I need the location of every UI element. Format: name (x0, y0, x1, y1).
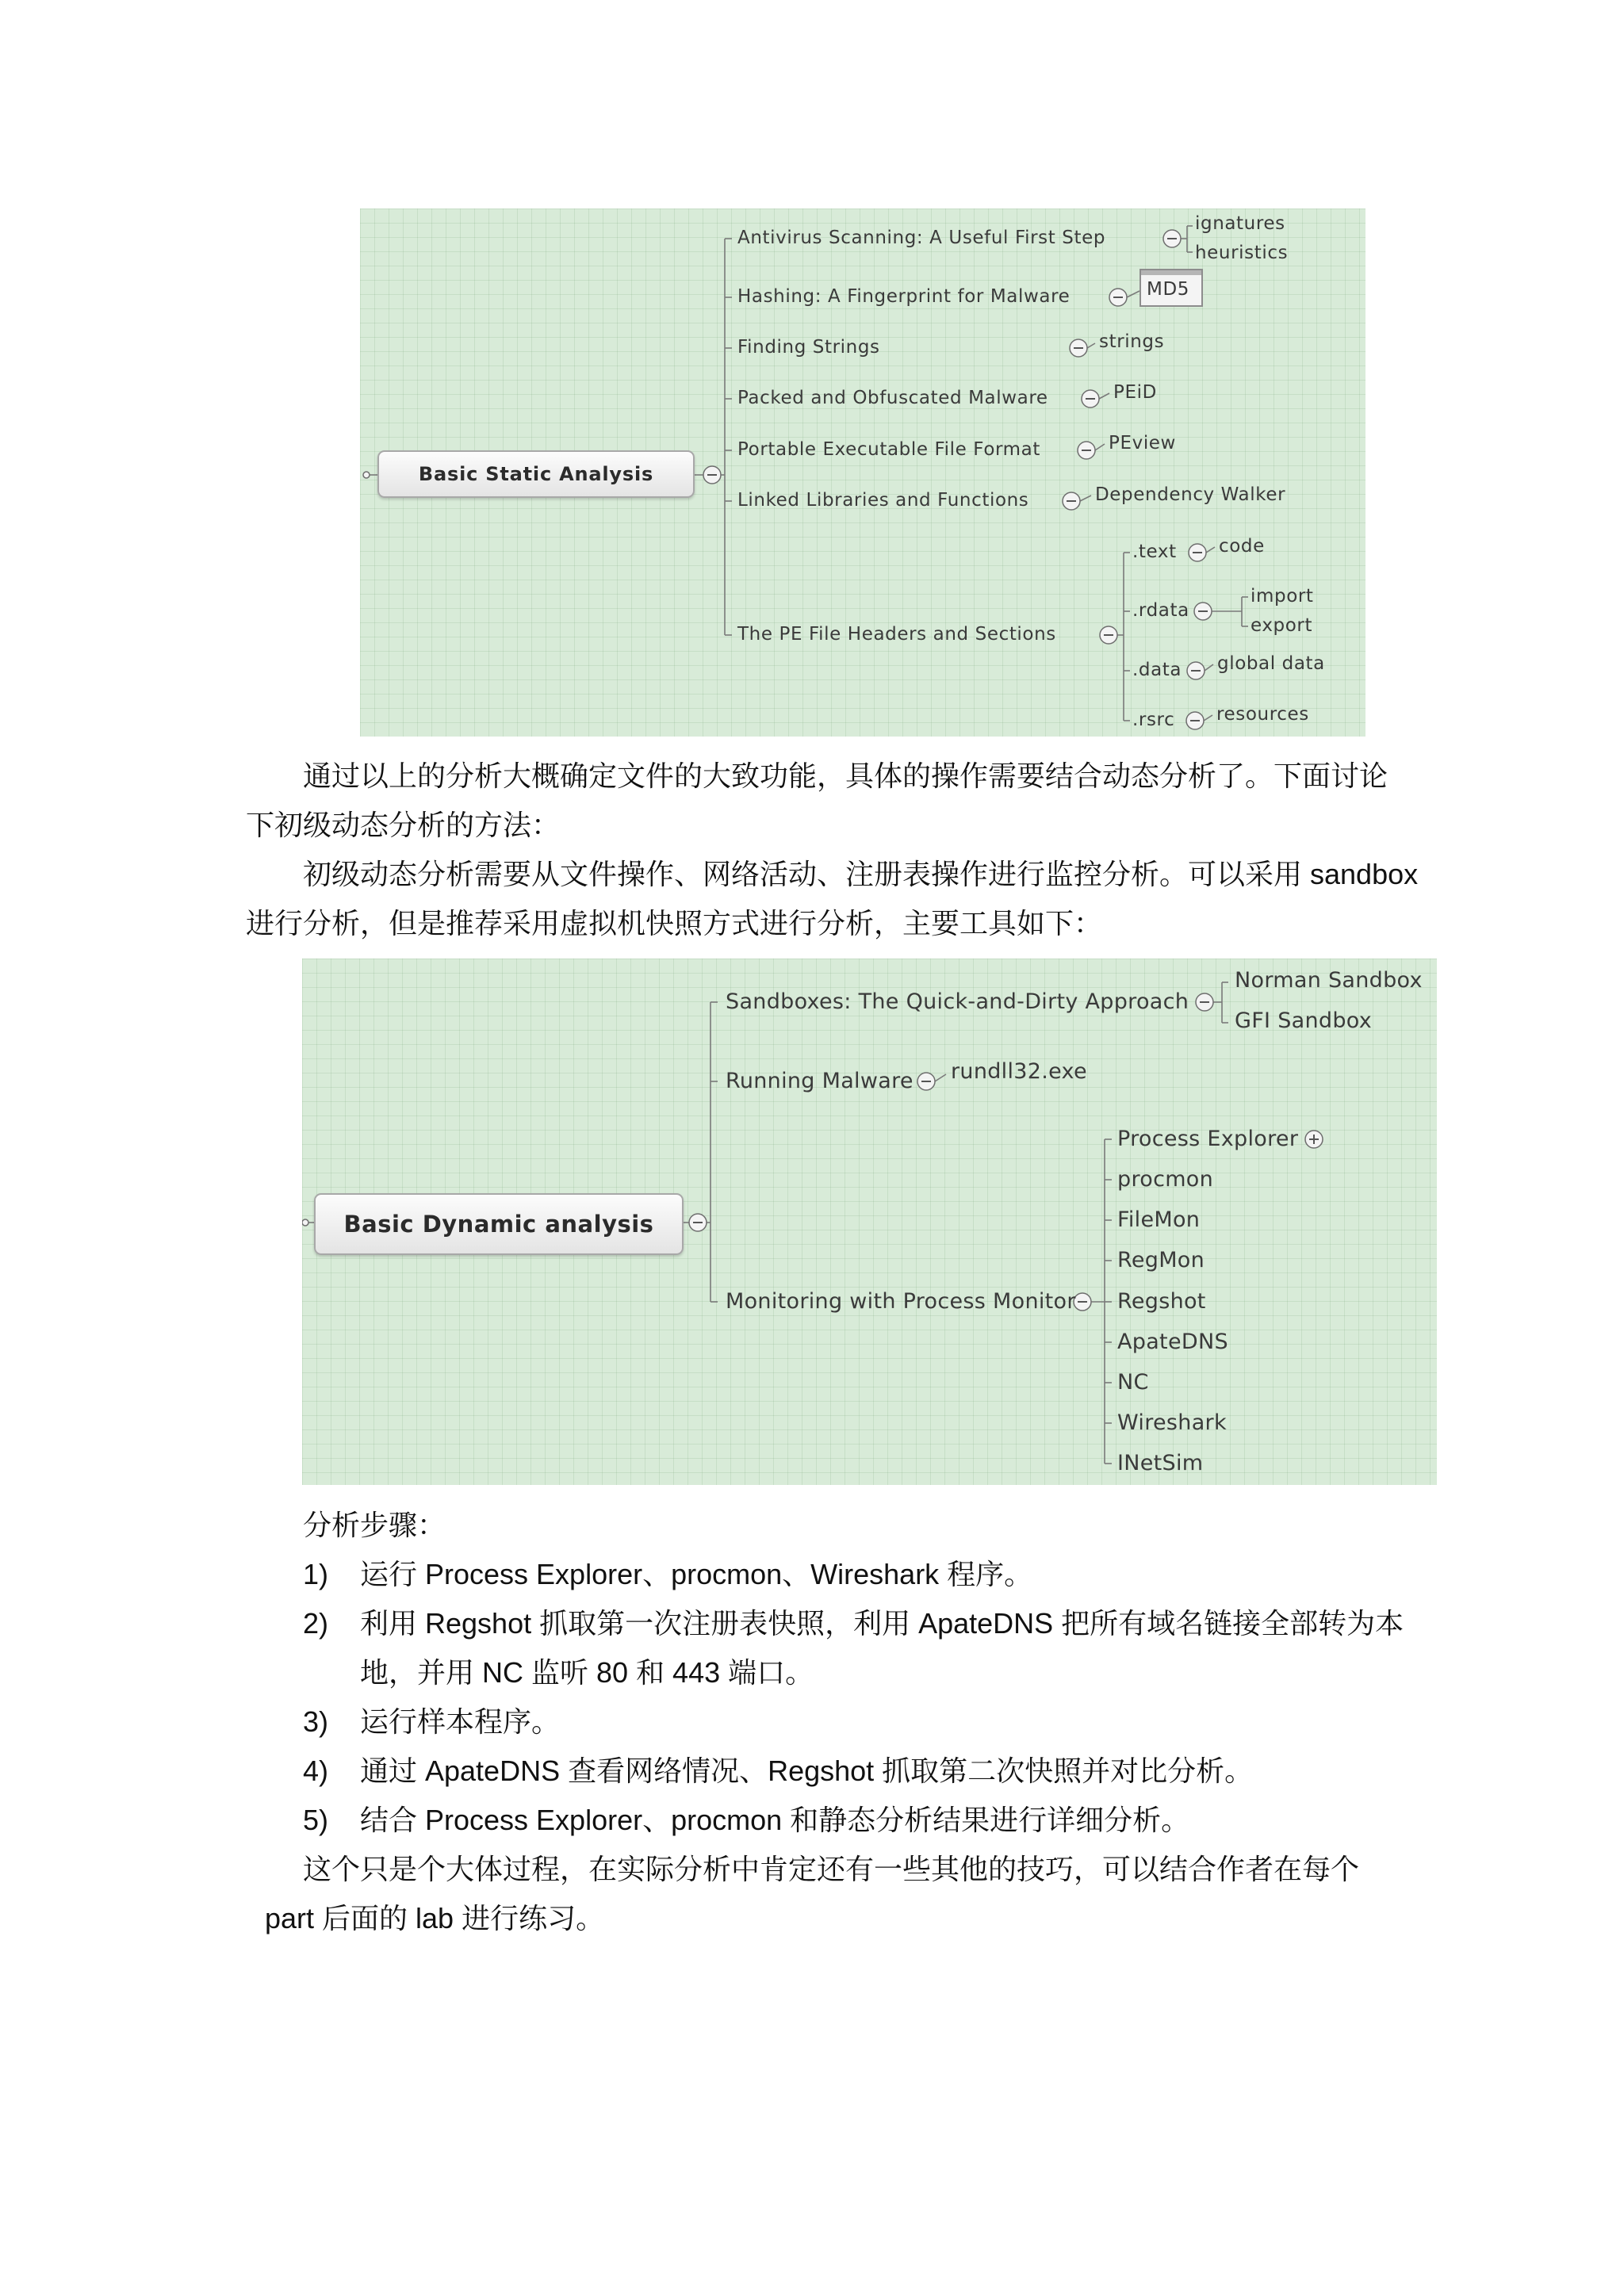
step-item-5 (303, 1796, 1189, 1845)
dynamic-root-node[interactable]: Basic Dynamic analysis (314, 1193, 684, 1255)
tool-procmon[interactable]: procmon (1117, 1167, 1214, 1192)
leaf-md5-box[interactable] (1139, 269, 1203, 307)
static-analysis-mindmap (360, 209, 1365, 737)
tool-nc[interactable]: NC (1117, 1370, 1149, 1395)
closing-line-1: 这个只是个大体过程，在实际分析中肯定还有一些其他的技巧，可以结合作者在每个 (303, 1853, 1360, 1885)
leaf-dependency-walker[interactable]: Dependency Walker (1095, 484, 1286, 505)
tool-wireshark[interactable]: Wireshark (1117, 1410, 1227, 1435)
step-number: 4) (303, 1755, 329, 1787)
branch-sandboxes[interactable]: Sandboxes: The Quick-and-Dirty Approach (726, 989, 1189, 1014)
paragraph-2-line-1: 初级动态分析需要从文件操作、网络活动、注册表操作进行监控分析。可以采用 sandbox (303, 858, 1419, 890)
step-number: 1) (303, 1558, 329, 1590)
step-text: 利用 Regshot 抓取第一次注册表快照，利用 ApateDNS 把所有域名链接全部转为本 (360, 1607, 1404, 1640)
leaf-global-data[interactable]: global data (1217, 653, 1325, 674)
dynamic-analysis-mindmap (302, 959, 1437, 1485)
leaf-gfi-sandbox[interactable]: GFI Sandbox (1235, 1008, 1373, 1033)
step-text: 结合 Process Explorer、procmon 和静态分析结果进行详细分析。 (360, 1804, 1190, 1836)
branch-pe-headers-sections[interactable]: The PE File Headers and Sections (737, 624, 1056, 645)
leaf-code[interactable]: code (1219, 536, 1265, 557)
static-root-node[interactable]: Basic Static Analysis (377, 450, 695, 498)
leaf-heuristics[interactable]: heuristics (1195, 243, 1289, 263)
section-rsrc[interactable]: .rsrc (1132, 710, 1175, 730)
branch-running-malware[interactable]: Running Malware (726, 1069, 914, 1093)
branch-packed-obfuscated[interactable]: Packed and Obfuscated Malware (737, 388, 1048, 408)
paragraph-2-line-2: 进行分析，但是推荐采用虚拟机快照方式进行分析，主要工具如下： (246, 907, 1103, 939)
step-item-3 (303, 1697, 560, 1747)
branch-hashing[interactable]: Hashing: A Fingerprint for Malware (737, 286, 1071, 307)
tool-regshot[interactable]: Regshot (1117, 1289, 1206, 1314)
section-rdata[interactable]: .rdata (1132, 600, 1189, 621)
step-text: 通过 ApateDNS 查看网络情况、Regshot 抓取第二次快照并对比分析。 (360, 1755, 1254, 1787)
leaf-md5: MD5 (1147, 279, 1189, 300)
steps-heading: 分析步骤： (303, 1509, 446, 1541)
branch-finding-strings[interactable]: Finding Strings (737, 337, 880, 358)
tool-process-explorer[interactable]: Process Explorer (1117, 1127, 1299, 1151)
step-number: 2) (303, 1607, 329, 1640)
section-text[interactable]: .text (1132, 541, 1177, 562)
paragraph-1-line-2: 下初级动态分析的方法： (246, 809, 561, 841)
paragraph-1-line-1: 通过以上的分析大概确定文件的大致功能，具体的操作需要结合动态分析了。下面讨论 (303, 760, 1388, 792)
step-item-2-continued: 地，并用 NC 监听 80 和 443 端口。 (360, 1656, 814, 1689)
step-text: 运行 Process Explorer、procmon、Wireshark 程序。 (360, 1558, 1033, 1590)
branch-pe-file-format[interactable]: Portable Executable File Format (737, 439, 1040, 460)
step-number: 3) (303, 1705, 329, 1738)
tool-apatedns[interactable]: ApateDNS (1117, 1330, 1228, 1354)
leaf-rundll32[interactable]: rundll32.exe (951, 1059, 1087, 1084)
tool-regmon[interactable]: RegMon (1117, 1248, 1205, 1272)
branch-linked-libraries[interactable]: Linked Libraries and Functions (737, 490, 1029, 511)
tool-inetsim[interactable]: INetSim (1117, 1451, 1204, 1475)
step-item-4 (303, 1747, 1253, 1796)
step-item-2 (303, 1599, 1404, 1648)
leaf-strings[interactable]: strings (1099, 331, 1165, 352)
leaf-export[interactable]: export (1251, 615, 1313, 636)
leaf-resources[interactable]: resources (1216, 704, 1309, 725)
leaf-norman-sandbox[interactable]: Norman Sandbox (1235, 968, 1423, 993)
section-data[interactable]: .data (1132, 660, 1182, 680)
step-text: 运行样本程序。 (360, 1705, 561, 1738)
branch-antivirus-scanning[interactable]: Antivirus Scanning: A Useful First Step (737, 228, 1106, 248)
step-item-1 (303, 1550, 1032, 1599)
tool-filemon[interactable]: FileMon (1117, 1207, 1201, 1232)
leaf-peview[interactable]: PEview (1109, 433, 1176, 453)
leaf-signatures[interactable]: ignatures (1195, 213, 1285, 234)
leaf-import[interactable]: import (1251, 586, 1314, 607)
closing-line-2: part 后面的 lab 进行练习。 (265, 1902, 605, 1934)
branch-monitoring[interactable]: Monitoring with Process Monitor (726, 1289, 1076, 1314)
leaf-peid[interactable]: PEiD (1113, 382, 1157, 403)
step-number: 5) (303, 1804, 329, 1836)
